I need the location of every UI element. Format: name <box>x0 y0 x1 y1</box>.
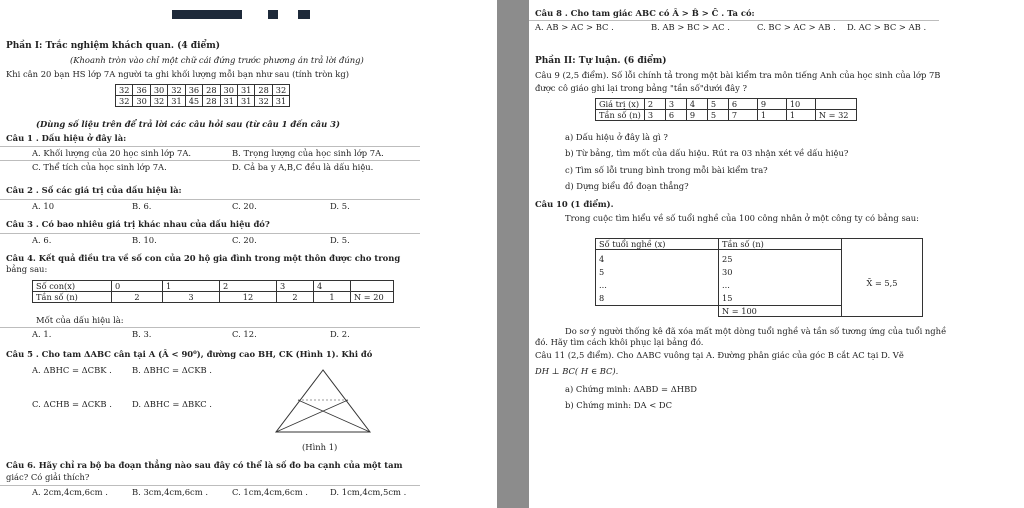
option-d[interactable]: D. ΔBHC = ΔBKC . <box>132 399 212 409</box>
question-9: Câu 9 (2,5 điểm). Số lỗi chính tả trong một bài kiểm tra môn tiếng Anh của học sinh của lớp 7B <box>535 70 941 80</box>
cell: 28 <box>203 96 220 107</box>
cell: 31 <box>220 96 237 107</box>
x-value: 4 <box>599 254 605 264</box>
redacted-header <box>172 10 242 19</box>
cell: Giá trị (x) <box>596 99 645 110</box>
option-b[interactable]: B. Trọng lượng của học sinh lớp 7A. <box>232 148 384 158</box>
question-9d: d) Dựng biểu đồ đoạn thẳng? <box>565 181 689 191</box>
seniority-table <box>595 238 923 317</box>
option-a[interactable]: A. 2cm,4cm,6cm . <box>32 487 108 497</box>
cell <box>351 281 394 292</box>
option-b[interactable]: B. 3. <box>132 329 152 339</box>
cell: 4 <box>686 99 707 110</box>
question-11-cont: DH ⊥ BC( H ∈ BC). <box>535 366 619 376</box>
question-4: Câu 4. Kết quả điều tra về số con của 20 hộ gia đình trong một thôn được cho trong <box>6 253 401 263</box>
table-row <box>596 239 923 250</box>
options-row <box>529 20 939 33</box>
question-9c: c) Tìm số lỗi trung bình trong mỗi bài kiểm tra? <box>565 165 768 175</box>
option-d[interactable]: D. Cả ba y A,B,C đều là dấu hiệu. <box>232 162 374 172</box>
cell: 2 <box>112 292 163 303</box>
option-d[interactable]: D. 5. <box>330 201 350 211</box>
cell: 3 <box>665 99 686 110</box>
cell <box>596 250 719 306</box>
cell: 4 <box>314 281 351 292</box>
cell: 2 <box>220 281 277 292</box>
cell: 36 <box>185 85 202 96</box>
cell: 3 <box>163 292 220 303</box>
question-10: Câu 10 (1 điểm). <box>535 199 614 209</box>
option-a[interactable]: A. 10 <box>32 201 55 211</box>
cell: 32 <box>255 96 272 107</box>
cell: 9 <box>757 99 786 110</box>
option-d[interactable]: D. 5. <box>330 235 350 245</box>
cell: 31 <box>168 96 185 107</box>
cell: 2 <box>644 99 665 110</box>
question-9a: a) Dấu hiệu ở đây là gì ? <box>565 132 668 142</box>
cell: 5 <box>707 110 728 121</box>
cell <box>719 250 842 306</box>
right-page <box>529 0 1024 508</box>
question-3: Câu 3 . Có bao nhiêu giá trị khác nhau của dấu hiệu đó? <box>6 219 270 229</box>
cell: 32 <box>150 96 167 107</box>
cell: 6 <box>728 99 757 110</box>
question-10-note: Do sơ ý người thống kê đã xóa mất một dòng tuổi nghề và tần số tương ứng của tuổi nghề <box>565 326 947 336</box>
options-row <box>0 146 420 159</box>
cell: Số con(x) <box>33 281 112 292</box>
triangle-figure <box>268 366 378 442</box>
cell: 10 <box>786 99 815 110</box>
x-value: ... <box>599 280 607 290</box>
cell: 36 <box>133 85 150 96</box>
table-row <box>596 99 857 110</box>
cell: 32 <box>116 85 133 96</box>
question-10-text: Trong cuộc tìm hiểu về số tuổi nghề của 100 công nhân ở một công ty có bảng sau: <box>565 213 919 223</box>
cell: 1 <box>314 292 351 303</box>
question-6-cont: giác? Có giải thích? <box>6 472 90 482</box>
cell: 2 <box>277 292 314 303</box>
table-row <box>33 281 394 292</box>
option-b[interactable]: B. AB > BC > AC . <box>651 22 730 32</box>
option-c[interactable]: C. 12. <box>232 329 257 339</box>
part2-title: Phần II: Tự luận. (6 điểm) <box>535 56 667 66</box>
options-row <box>0 485 420 498</box>
cell: X̄ = 5,5 <box>842 250 923 317</box>
cell: N = 32 <box>815 110 856 121</box>
instruction: (Khoanh tròn vào chỉ một chữ cái đứng trước phương án trả lời đúng) <box>70 55 364 65</box>
option-b[interactable]: B. ΔBHC = ΔCKB . <box>132 365 212 375</box>
children-frequency-table <box>32 280 394 303</box>
redacted-header <box>268 10 278 19</box>
option-d[interactable]: D. AC > BC > AB . <box>847 22 927 32</box>
table-row <box>116 85 290 96</box>
part1-title: Phần I: Trắc nghiệm khách quan. (4 điểm) <box>6 41 221 51</box>
options-row <box>0 160 420 173</box>
cell: N = 20 <box>351 292 394 303</box>
option-d[interactable]: D. 2. <box>330 329 350 339</box>
left-page <box>0 0 497 508</box>
x-value: 5 <box>599 267 605 277</box>
n-value: 25 <box>722 254 733 264</box>
n-value: 15 <box>722 293 733 303</box>
question-9-cont: được cô giáo ghi lại trong bảng "tần số"dưới đây ? <box>535 83 748 93</box>
cell: 32 <box>168 85 185 96</box>
n-value: ... <box>722 280 730 290</box>
cell <box>815 99 856 110</box>
x-value: 8 <box>599 293 605 303</box>
cell: 3 <box>277 281 314 292</box>
n-value: 30 <box>722 267 733 277</box>
cell: 5 <box>707 99 728 110</box>
option-a[interactable]: A. 1. <box>32 329 52 339</box>
errors-frequency-table <box>595 98 857 121</box>
page-gap <box>497 0 529 508</box>
cell: 7 <box>728 110 757 121</box>
cell: 1 <box>786 110 815 121</box>
options-row <box>0 233 420 246</box>
option-a[interactable]: A. 6. <box>32 235 52 245</box>
cell: 30 <box>133 96 150 107</box>
table-row <box>596 110 857 121</box>
options-row <box>0 327 420 340</box>
cell: 28 <box>255 85 272 96</box>
cell: 30 <box>220 85 237 96</box>
cell: 6 <box>665 110 686 121</box>
question-9b: b) Từ bảng, tìm mốt của dấu hiệu. Rút ra 03 nhận xét về dấu hiệu? <box>565 148 849 158</box>
option-c[interactable]: C. BC > AC > AB . <box>757 22 836 32</box>
cell: 30 <box>150 85 167 96</box>
cell: 32 <box>272 85 289 96</box>
option-c[interactable]: C. 20. <box>232 235 257 245</box>
option-a[interactable]: A. ΔBHC = ΔCBK . <box>32 365 112 375</box>
option-c[interactable]: C. Thể tích của học sinh lớp 7A. <box>32 162 167 172</box>
cell <box>842 239 923 250</box>
cell <box>596 306 719 317</box>
option-a[interactable]: A. Khối lượng của 20 học sinh lớp 7A. <box>32 148 192 158</box>
figure-caption: (Hình 1) <box>302 442 338 452</box>
cell: 0 <box>112 281 163 292</box>
question-11b: b) Chứng minh: DA < DC <box>565 400 673 410</box>
option-a[interactable]: A. AB > AC > BC . <box>535 22 614 32</box>
cell: Tần số (n) <box>596 110 645 121</box>
cell: 31 <box>237 85 254 96</box>
question-2: Câu 2 . Số các giá trị của dấu hiệu là: <box>6 185 182 195</box>
cell: N = 100 <box>719 306 842 317</box>
use-note: (Dùng số liệu trên để trả lời các câu hỏi sau (từ câu 1 đến câu 3) <box>36 119 340 129</box>
intro-text: Khi cân 20 bạn HS lớp 7A người ta ghi khối lượng mỗi bạn như sau (tính tròn kg) <box>6 69 349 79</box>
table-row <box>596 250 923 306</box>
question-4-cont: bảng sau: <box>6 264 48 274</box>
question-4-ask: Mốt của dấu hiệu là: <box>36 315 124 325</box>
option-b[interactable]: B. 10. <box>132 235 157 245</box>
cell: 1 <box>163 281 220 292</box>
option-b[interactable]: B. 3cm,4cm,6cm . <box>132 487 209 497</box>
question-11: Câu 11 (2,5 điểm). Cho ΔABC vuông tại A. Đường phân giác của góc B cắt AC tại D. Vẽ <box>535 350 904 360</box>
cell: 3 <box>644 110 665 121</box>
table-row <box>116 96 290 107</box>
cell: 28 <box>203 85 220 96</box>
cell: 12 <box>220 292 277 303</box>
cell: 32 <box>116 96 133 107</box>
cell: Số tuổi nghề (x) <box>596 239 719 250</box>
weight-data-table <box>115 84 290 107</box>
question-8: Câu 8 . Cho tam giác ABC có Â > B̂ > Ĉ . Ta có: <box>535 8 755 18</box>
options-row <box>0 199 420 212</box>
option-c[interactable]: C. 1cm,4cm,6cm . <box>232 487 308 497</box>
question-10-note-cont: đó. Hãy tìm cách khôi phục lại bảng đó. <box>535 337 704 347</box>
question-11a: a) Chứng minh: ΔABD = ΔHBD <box>565 384 697 394</box>
cell: 1 <box>757 110 786 121</box>
cell: 9 <box>686 110 707 121</box>
option-c[interactable]: C. ΔCHB = ΔCKB . <box>32 399 112 409</box>
option-c[interactable]: C. 20. <box>232 201 257 211</box>
question-6: Câu 6. Hãy chỉ ra bộ ba đoạn thẳng nào sau đây có thể là số đo ba cạnh của một tam <box>6 460 403 470</box>
table-row <box>33 292 394 303</box>
redacted-header <box>298 10 310 19</box>
cell: 45 <box>185 96 202 107</box>
cell: 31 <box>272 96 289 107</box>
option-b[interactable]: B. 6. <box>132 201 152 211</box>
question-5: Câu 5 . Cho tam ΔABC cân tại A (Â < 90⁰), đường cao BH, CK (Hình 1). Khi đó <box>6 349 373 359</box>
question-1: Câu 1 . Dấu hiệu ở đây là: <box>6 133 127 143</box>
cell: Tần số (n) <box>719 239 842 250</box>
option-d[interactable]: D. 1cm,4cm,5cm . <box>330 487 407 497</box>
cell: 31 <box>237 96 254 107</box>
cell: Tần số (n) <box>33 292 112 303</box>
